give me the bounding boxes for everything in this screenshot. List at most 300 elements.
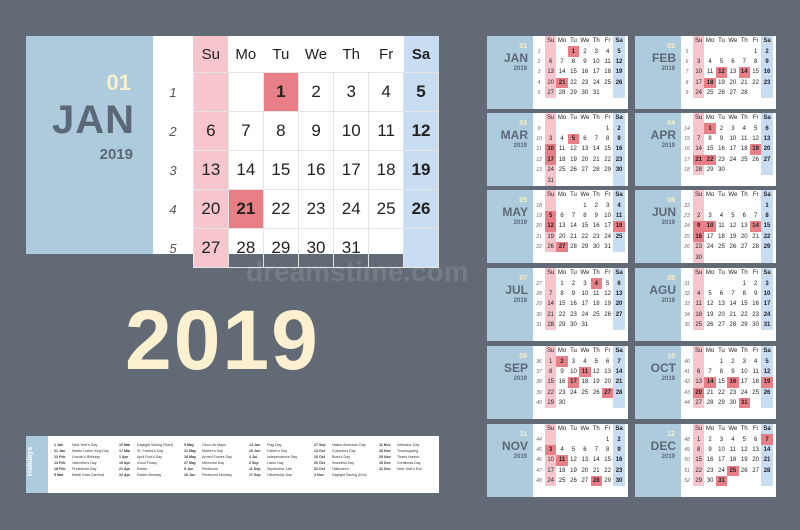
day-cell: 2	[298, 73, 334, 112]
mini-week-number: 44	[684, 400, 690, 407]
mini-day-cell: 24	[706, 244, 714, 251]
mini-day-cell: 2	[761, 46, 772, 56]
mini-day-cell: 1	[583, 202, 587, 209]
mini-day-cell: 9	[761, 57, 772, 67]
mini-day-cell: 27	[556, 242, 567, 252]
holiday-date: 2 Sep	[249, 461, 259, 465]
mini-day-cell: 10	[545, 455, 556, 465]
holiday-row	[54, 472, 115, 478]
mini-day-cell: 24	[729, 156, 737, 163]
mini-day-cell: 3	[708, 212, 712, 219]
day-cell: 25	[369, 190, 404, 229]
mini-weekday-header: Mo	[705, 348, 715, 355]
mini-day-cell: 29	[604, 167, 611, 174]
mini-weekday-header: Tu	[718, 38, 725, 45]
mini-day-cell: 22	[752, 79, 759, 86]
mini-month-year: 2019	[513, 454, 527, 460]
mini-day-cell: 7	[571, 212, 576, 219]
mini-day-cell: 22	[740, 311, 748, 318]
mini-empty-day-cell	[693, 123, 704, 133]
mini-day-cell: 21	[706, 389, 714, 396]
mini-empty-day-cell	[761, 476, 772, 486]
mini-day-cell: 31	[545, 175, 556, 185]
mini-weekday-header: Su	[545, 424, 556, 434]
mini-day-cell: 13	[729, 69, 737, 76]
day-cell: 3	[334, 73, 369, 112]
mini-week-number: 23	[684, 212, 690, 219]
mini-weekday-header: Mo	[557, 270, 567, 277]
holiday-column	[119, 442, 180, 478]
mini-day-cell: 9	[708, 446, 712, 453]
mini-day-cell: 20	[581, 467, 589, 474]
mini-day-cell: 3	[545, 134, 556, 144]
mini-week-row	[681, 320, 773, 330]
mini-week-row	[681, 445, 773, 455]
mini-weekday-header-row	[681, 190, 773, 200]
mini-empty-day-cell	[556, 175, 567, 185]
mini-empty-day-cell	[739, 476, 750, 486]
holiday-name: Labor Day	[267, 461, 284, 465]
mini-month-card	[487, 113, 628, 186]
mini-weekday-header: Su	[693, 424, 704, 434]
mini-day-cell: 27	[729, 90, 737, 97]
mini-empty-day-cell	[613, 242, 624, 252]
holiday-name: New Year's Eve	[397, 467, 423, 471]
mini-day-cell: 18	[581, 379, 589, 386]
mini-month-side-panel	[635, 113, 681, 186]
mini-day-cell: 12	[604, 290, 611, 297]
mini-day-cell: 25	[752, 389, 759, 396]
holiday-name: Daylight Saving (Start)	[137, 443, 173, 447]
day-cell: 4	[369, 73, 404, 112]
mini-empty-day-cell	[568, 200, 579, 210]
holiday-row	[314, 472, 375, 478]
holiday-name: Easter	[137, 467, 148, 471]
mini-month-table	[681, 346, 773, 408]
mini-day-cell: 7	[594, 446, 598, 453]
mini-day-cell: 21	[570, 233, 577, 240]
mini-day-cell: 8	[605, 135, 610, 142]
mini-day-cell: 24	[545, 165, 556, 175]
mini-day-cell: 2	[583, 48, 587, 55]
mini-month-name: NOV	[501, 439, 528, 453]
mini-day-cell: 28	[706, 400, 714, 407]
mini-month-name: SEP	[503, 361, 528, 375]
week-row	[153, 151, 439, 190]
mini-day-cell: 28	[752, 244, 759, 251]
holiday-name: Boss's Day	[332, 455, 350, 459]
mini-day-cell: 25	[693, 320, 704, 330]
mini-empty-day-cell	[727, 165, 738, 175]
mini-day-cell: 15	[706, 146, 714, 153]
weekday-header: Su	[193, 36, 228, 73]
mini-weekday-header: We	[728, 115, 738, 122]
mini-week-number: 27	[536, 280, 542, 287]
holiday-name: Pentecost Monday	[202, 473, 232, 477]
mini-day-cell: 16	[706, 457, 714, 464]
mini-day-cell: 28	[613, 388, 624, 398]
mini-day-cell: 10	[729, 135, 737, 142]
holiday-date: 25 Dec	[379, 461, 391, 465]
mini-week-row	[681, 310, 773, 320]
mini-week-number: 46	[536, 457, 542, 464]
mini-week-number: 38	[536, 379, 542, 386]
holiday-date: 21 Apr	[119, 467, 131, 471]
mini-week-row	[681, 46, 773, 56]
mini-day-cell: 20	[718, 311, 725, 318]
holiday-date: 27 Sep	[314, 443, 326, 447]
mini-day-cell: 19	[592, 379, 600, 386]
mini-day-cell: 26	[761, 388, 772, 398]
mini-day-cell: 10	[570, 368, 577, 375]
mini-weekday-header: Sa	[761, 268, 772, 278]
holiday-name: Martin Luther King Day	[72, 449, 109, 453]
mini-weekday-header: Mo	[705, 426, 715, 433]
mini-empty-day-cell	[727, 278, 738, 288]
holiday-name: Flag Day	[267, 443, 282, 447]
mini-month-card	[635, 268, 776, 341]
mini-weekday-header: We	[728, 192, 738, 199]
mini-day-cell: 17	[729, 146, 737, 153]
mini-day-cell: 30	[613, 165, 624, 175]
mini-month-grid	[533, 113, 628, 186]
mini-day-cell: 4	[560, 135, 564, 142]
mini-empty-day-cell	[704, 200, 715, 210]
mini-weekday-header: Mo	[557, 38, 567, 45]
mini-weekday-header: Th	[592, 115, 600, 122]
mini-weekday-header: We	[728, 38, 738, 45]
mini-weekday-header: Fr	[604, 348, 611, 355]
mini-empty-day-cell	[591, 398, 602, 408]
mini-day-cell: 10	[592, 58, 600, 65]
mini-day-cell: 23	[613, 155, 624, 165]
mini-week-number: 32	[684, 290, 690, 297]
holiday-name: Thank Harbor	[397, 455, 419, 459]
mini-day-cell: 9	[583, 58, 587, 65]
holiday-name: Mother's Day	[202, 449, 224, 453]
mini-week-number: 4	[537, 79, 541, 86]
mini-day-cell: 13	[718, 301, 725, 308]
mini-weekday-header: Th	[740, 426, 748, 433]
holiday-date: 14 Oct	[314, 449, 325, 453]
mini-weekday-header: Fr	[604, 270, 611, 277]
mini-week-number: 37	[536, 368, 542, 375]
holiday-date: 9 Jun	[184, 467, 194, 471]
mini-weekday-header: Su	[693, 346, 704, 356]
mini-day-cell: 10	[718, 446, 725, 453]
mini-day-cell: 22	[718, 389, 725, 396]
mini-day-cell: 24	[570, 389, 577, 396]
mini-day-cell: 23	[592, 233, 600, 240]
holiday-date: 22 Apr	[119, 473, 131, 477]
mini-day-cell: 15	[752, 69, 759, 76]
mini-day-cell: 25	[613, 232, 624, 242]
mini-week-number: 6	[685, 58, 689, 65]
mini-day-cell: 8	[742, 290, 746, 297]
mini-day-cell: 3	[761, 278, 772, 288]
mini-week-row	[681, 388, 773, 398]
mini-month-card	[635, 424, 776, 497]
mini-day-cell: 22	[545, 388, 556, 398]
day-cell: 7	[228, 112, 263, 151]
mini-month-grid	[681, 268, 776, 341]
day-cell: 5	[404, 73, 439, 112]
mini-week-number-header	[681, 268, 693, 278]
mini-day-cell: 21	[592, 156, 600, 163]
day-cell: 1	[263, 73, 298, 112]
mini-day-cell: 20	[545, 78, 556, 88]
mini-day-cell: 5	[594, 358, 598, 365]
mini-day-cell: 25	[558, 167, 566, 174]
mini-empty-day-cell	[579, 123, 590, 133]
mini-week-row	[681, 134, 773, 144]
mini-day-cell: 28	[592, 167, 600, 174]
mini-day-cell: 12	[761, 367, 772, 377]
mini-empty-day-cell	[704, 278, 715, 288]
mini-day-cell: 24	[592, 79, 600, 86]
mini-day-cell: 8	[583, 212, 587, 219]
mini-month-grid	[681, 190, 776, 263]
mini-day-cell: 20	[604, 379, 611, 386]
mini-month-name: FEB	[652, 51, 676, 65]
day-cell: 10	[334, 112, 369, 151]
mini-month-card	[635, 346, 776, 419]
mini-day-cell: 13	[693, 377, 704, 387]
mini-week-row	[533, 367, 625, 377]
mini-weekday-header: Tu	[570, 348, 577, 355]
mini-day-cell: 15	[740, 301, 748, 308]
holiday-name: Columbus Day	[332, 449, 356, 453]
holiday-date: 5 May	[184, 443, 194, 447]
mini-day-cell: 8	[719, 368, 724, 375]
mini-day-cell: 2	[731, 358, 735, 365]
mini-week-number-header	[681, 113, 693, 123]
mini-day-cell: 7	[693, 134, 704, 144]
mini-day-cell: 11	[604, 58, 611, 65]
mini-day-cell: 1	[605, 125, 610, 132]
mini-day-cell: 26	[729, 244, 737, 251]
mini-week-number: 45	[536, 446, 542, 453]
mini-day-cell: 9	[693, 221, 704, 231]
mini-empty-day-cell	[602, 398, 613, 408]
mini-day-cell: 24	[604, 233, 611, 240]
mini-month-year: 2019	[661, 376, 675, 382]
mini-day-cell: 21	[592, 467, 600, 474]
mini-day-cell: 13	[613, 289, 624, 299]
mini-week-row	[533, 211, 625, 221]
mini-week-row	[681, 299, 773, 309]
mini-month-grid	[533, 424, 628, 497]
holiday-date: 28 Nov	[379, 449, 391, 453]
mini-day-cell: 14	[704, 377, 715, 387]
mini-empty-day-cell	[591, 320, 602, 330]
holiday-name: Native American Day	[332, 443, 366, 447]
day-cell: 29	[263, 229, 298, 268]
big-year-label: 2019	[125, 293, 320, 387]
mini-day-cell: 28	[558, 90, 566, 97]
mini-month-number: 05	[519, 197, 527, 204]
holiday-date: 16 Jun	[249, 449, 261, 453]
day-cell: 12	[404, 112, 439, 151]
mini-day-cell: 23	[613, 466, 624, 476]
mini-day-cell: 3	[583, 280, 587, 287]
mini-day-cell: 27	[602, 388, 613, 398]
mini-day-cell: 16	[761, 67, 772, 77]
mini-day-cell: 23	[718, 156, 725, 163]
day-cell: 19	[404, 151, 439, 190]
holiday-name: Independence Day	[267, 455, 298, 459]
mini-weekday-header: Su	[693, 268, 704, 278]
mini-day-cell: 3	[571, 358, 576, 365]
day-cell: 23	[298, 190, 334, 229]
mini-day-cell: 16	[718, 146, 725, 153]
holiday-name: Valentine's Day	[72, 461, 97, 465]
mini-week-number: 8	[685, 79, 689, 86]
day-cell: 22	[263, 190, 298, 229]
mini-day-cell: 26	[570, 167, 577, 174]
mini-month-side-panel	[487, 268, 533, 341]
mini-month-grid	[681, 424, 776, 497]
mini-day-cell: 7	[761, 434, 772, 444]
mini-day-cell: 18	[558, 467, 566, 474]
mini-day-cell: 13	[752, 446, 759, 453]
mini-day-cell: 28	[545, 320, 556, 330]
mini-weekday-header-row	[681, 424, 773, 434]
mini-day-cell: 28	[591, 476, 602, 486]
mini-day-cell: 26	[718, 90, 725, 97]
mini-weekday-header-row	[681, 346, 773, 356]
mini-empty-day-cell	[556, 434, 567, 444]
mini-day-cell: 18	[718, 233, 725, 240]
mini-day-cell: 24	[740, 389, 748, 396]
mini-weekday-header: Mo	[705, 38, 715, 45]
mini-day-cell: 15	[718, 379, 725, 386]
mini-week-row	[533, 388, 625, 398]
mini-week-row	[681, 211, 773, 221]
week-number: 3	[169, 162, 177, 178]
holidays-columns	[54, 442, 440, 478]
mini-week-row	[681, 476, 773, 486]
mini-month-name: JUN	[651, 205, 676, 219]
mini-day-cell: 27	[581, 478, 589, 485]
mini-day-cell: 22	[761, 232, 772, 242]
mini-empty-day-cell	[761, 252, 772, 262]
mini-day-cell: 9	[594, 212, 598, 219]
mini-day-cell: 19	[604, 301, 611, 308]
day-cell: 31	[334, 229, 369, 268]
mini-day-cell: 13	[581, 457, 589, 464]
mini-weekday-header: Th	[740, 270, 748, 277]
mini-month-year: 2019	[661, 220, 675, 226]
day-cell: 18	[369, 151, 404, 190]
day-cell: 26	[404, 190, 439, 229]
mini-day-cell: 10	[693, 67, 704, 77]
mini-day-cell: 17	[568, 377, 579, 387]
mini-day-cell: 1	[761, 200, 772, 210]
mini-day-cell: 18	[604, 69, 611, 76]
holidays-label: Holidays	[27, 446, 35, 477]
mini-empty-day-cell	[591, 123, 602, 133]
mini-day-cell: 14	[592, 146, 600, 153]
mini-weekday-header: Fr	[752, 192, 759, 199]
mini-weekday-header: Sa	[613, 36, 624, 46]
mini-day-cell: 6	[731, 58, 735, 65]
mini-day-cell: 19	[545, 232, 556, 242]
mini-day-cell: 13	[761, 134, 772, 144]
mini-day-cell: 26	[592, 389, 600, 396]
mini-day-cell: 7	[594, 135, 598, 142]
mini-day-cell: 17	[545, 155, 556, 165]
mini-weekday-header: Th	[592, 192, 600, 199]
mini-day-cell: 7	[731, 290, 735, 297]
mini-week-row	[681, 289, 773, 299]
mini-day-cell: 21	[740, 79, 748, 86]
mini-week-number: 12	[536, 156, 542, 163]
mini-month-table	[533, 346, 625, 408]
mini-day-cell: 17	[545, 466, 556, 476]
mini-day-cell: 15	[604, 457, 611, 464]
holiday-row	[249, 472, 310, 478]
mini-day-cell: 15	[761, 221, 772, 231]
mini-week-number-header	[533, 190, 545, 200]
holiday-column	[379, 442, 440, 478]
mini-weekday-header-row	[681, 36, 773, 46]
mini-weekday-header: Th	[740, 348, 748, 355]
mini-month-grid	[681, 36, 776, 109]
mini-month-year: 2019	[661, 454, 675, 460]
mini-week-number: 40	[684, 358, 690, 365]
holiday-date: 11 Nov	[379, 443, 391, 447]
mini-week-number-header	[533, 268, 545, 278]
mini-week-row	[533, 278, 625, 288]
mini-day-cell: 9	[753, 290, 758, 297]
mini-day-cell: 14	[739, 67, 750, 77]
holiday-date: 16 Oct	[314, 455, 325, 459]
mini-day-cell: 24	[761, 310, 772, 320]
mini-day-cell: 27	[693, 398, 704, 408]
mini-day-cell: 25	[581, 389, 589, 396]
mini-weekday-header: We	[580, 192, 590, 199]
mini-day-cell: 20	[740, 233, 748, 240]
mini-week-row	[681, 278, 773, 288]
mini-week-row	[681, 88, 773, 98]
mini-empty-day-cell	[693, 278, 704, 288]
mini-empty-day-cell	[613, 88, 624, 98]
mini-weekday-header: Sa	[613, 268, 624, 278]
mini-week-row	[533, 445, 625, 455]
mini-week-row	[533, 320, 625, 330]
mini-day-cell: 14	[592, 457, 600, 464]
mini-empty-day-cell	[704, 46, 715, 56]
mini-month-side-panel	[487, 36, 533, 109]
holiday-name: Citizenship Day	[267, 473, 292, 477]
mini-day-cell: 29	[604, 478, 611, 485]
mini-day-cell: 27	[613, 310, 624, 320]
mini-day-cell: 21	[761, 455, 772, 465]
mini-day-cell: 20	[558, 233, 566, 240]
mini-day-cell: 4	[753, 358, 758, 365]
mini-day-cell: 29	[545, 398, 556, 408]
weekday-header-row	[153, 36, 439, 73]
mini-day-cell: 17	[706, 233, 714, 240]
mini-month-number: 06	[667, 197, 675, 204]
mini-day-cell: 15	[693, 455, 704, 465]
mini-day-cell: 20	[613, 299, 624, 309]
mini-weekday-header: Su	[693, 113, 704, 123]
mini-week-row	[533, 175, 625, 185]
mini-week-row	[681, 466, 773, 476]
mini-month-card	[487, 36, 628, 109]
